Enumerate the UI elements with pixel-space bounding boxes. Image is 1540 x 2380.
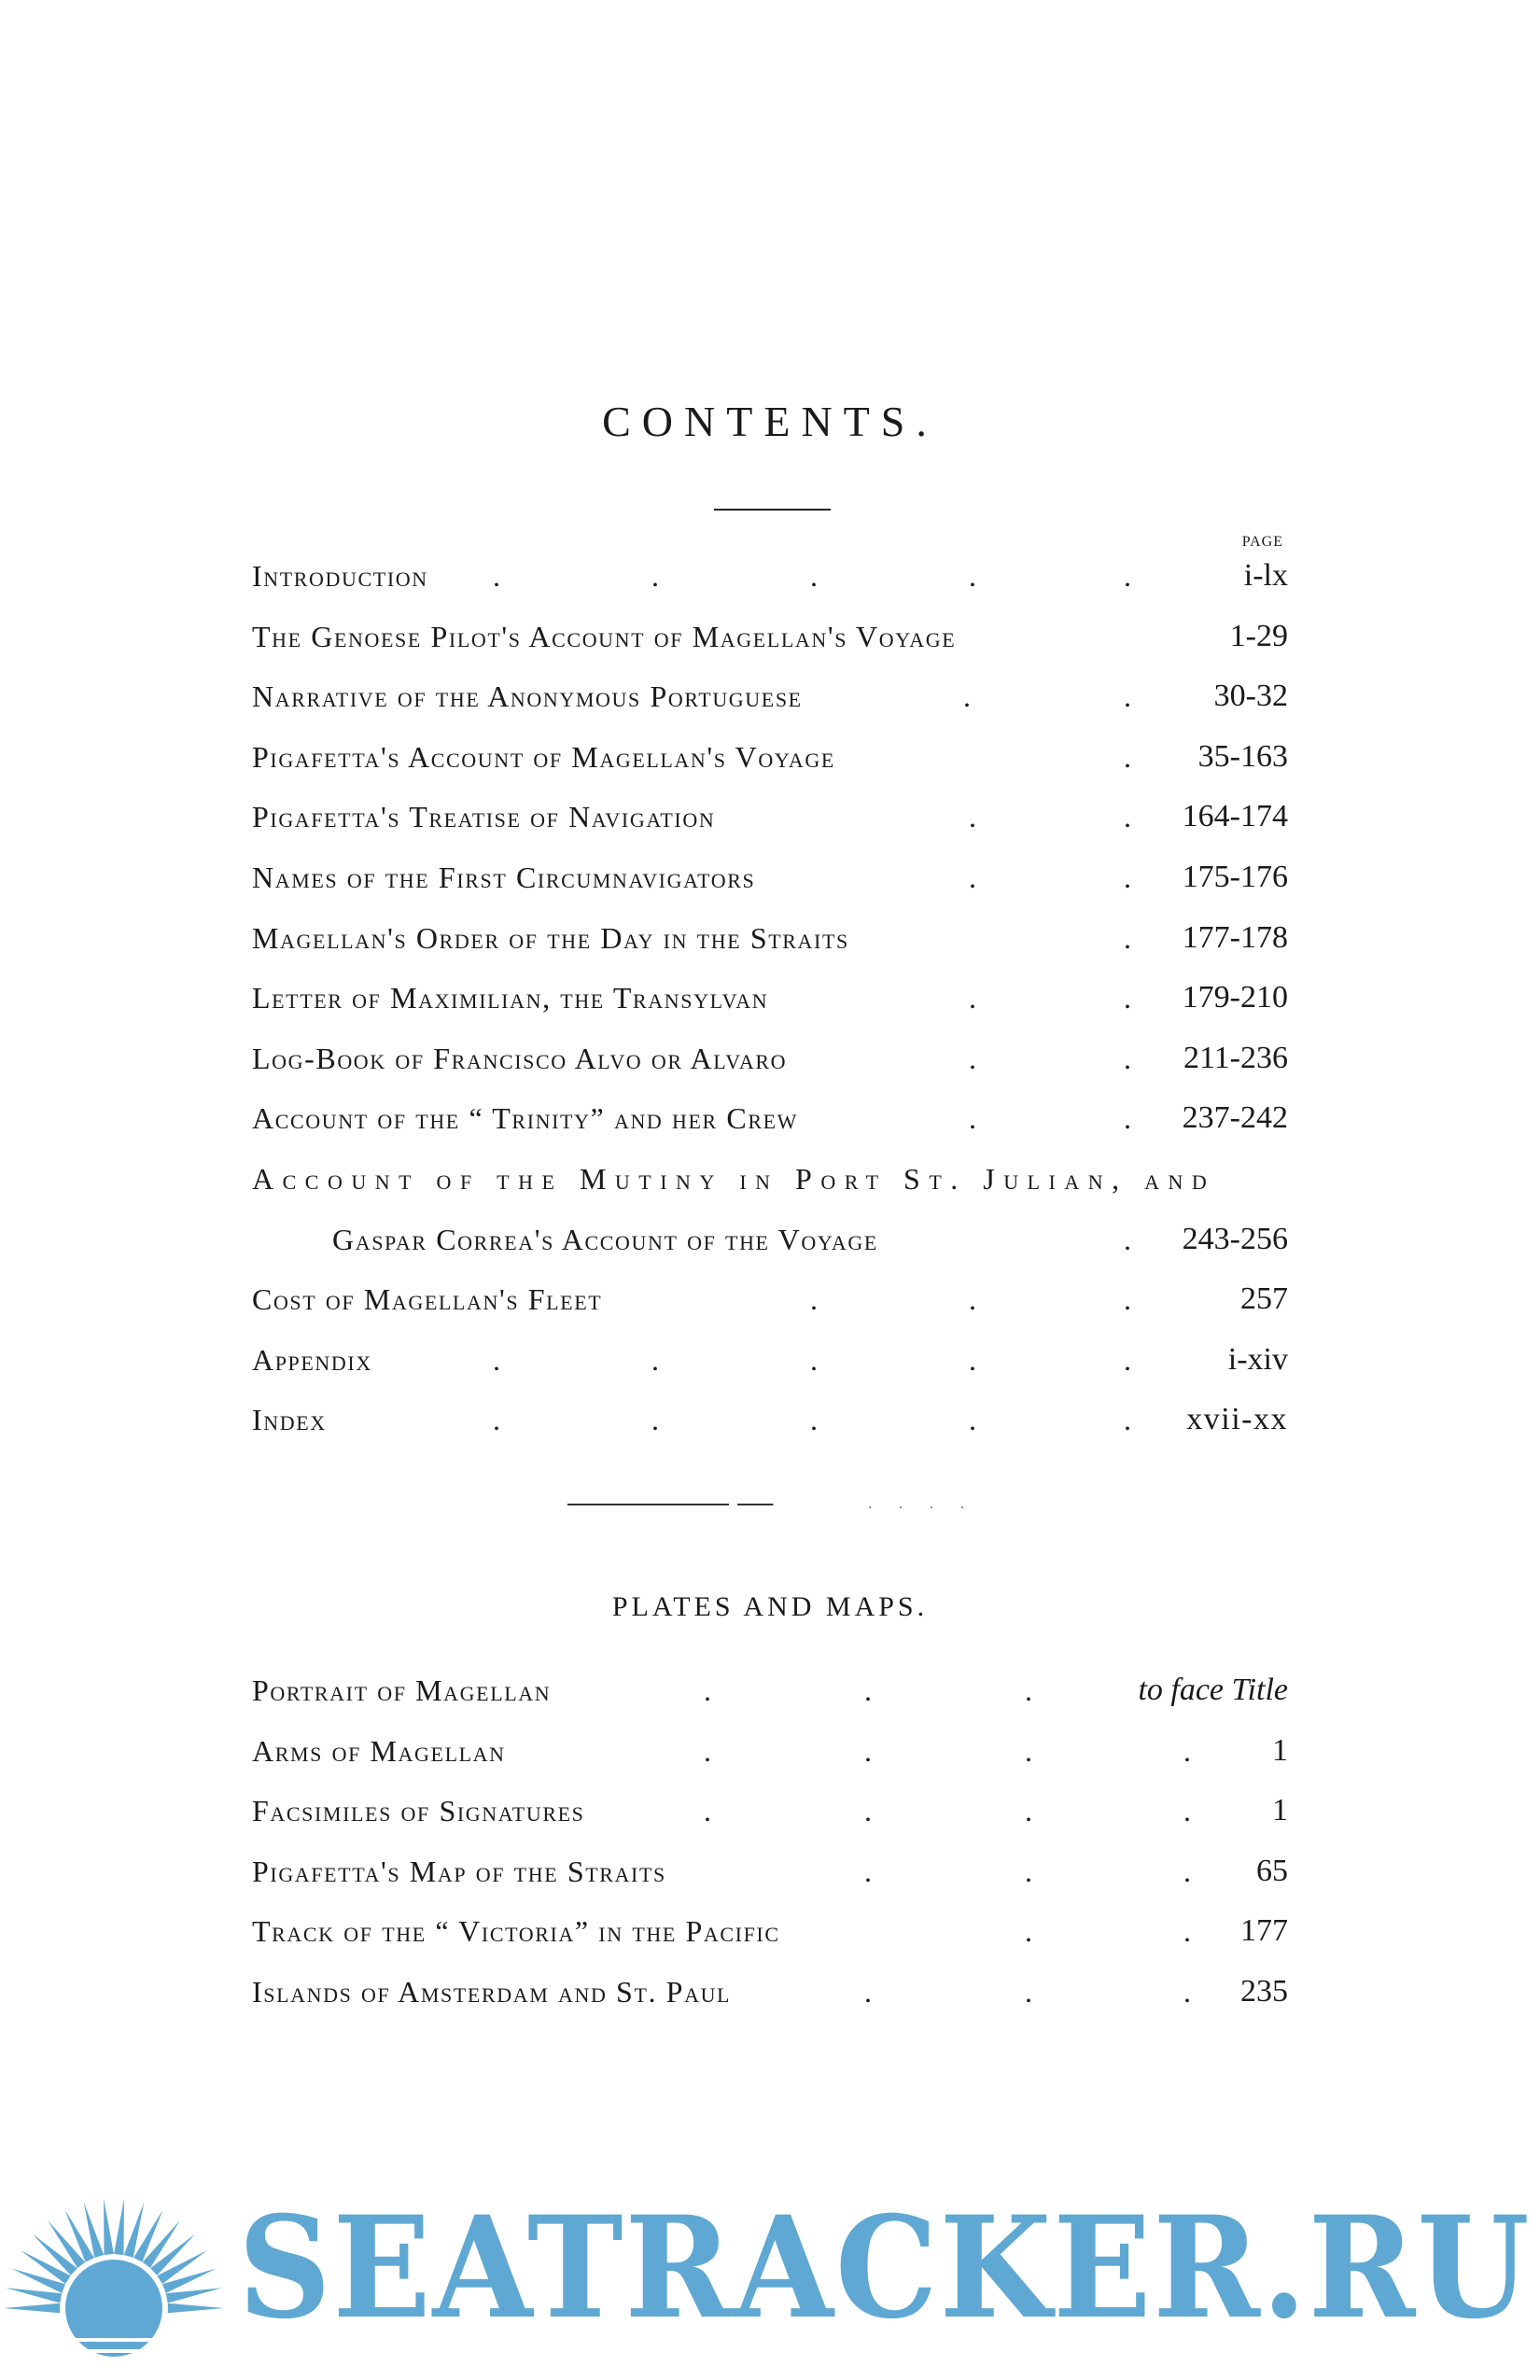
sun-ray [166, 2288, 222, 2303]
leader-dot: . [1025, 1733, 1032, 1768]
contents-list [252, 553, 1288, 1457]
toc-entry[interactable] [252, 1337, 1288, 1397]
plates-title: PLATES AND MAPS. [611, 1591, 929, 1622]
toc-entry-page: 175-176 [1182, 859, 1288, 894]
leader-dot: . [704, 1794, 711, 1828]
leader-dot: . [1124, 1101, 1131, 1136]
leader-dot: . [1124, 1041, 1131, 1075]
leader-dot: . [810, 1282, 818, 1317]
leader-dot: . [864, 1854, 872, 1888]
title-rule [714, 509, 831, 511]
leader-dot: . [810, 559, 818, 593]
leader-dot: . [1124, 981, 1131, 1015]
toc-entry-page: xvii-xx [1186, 1402, 1288, 1437]
toc-entry-label: Log-Book of Francisco Alvo or Alvaro [252, 1041, 788, 1075]
toc-entry-page: 1-29 [1229, 618, 1288, 653]
leader-dot: . [969, 1101, 976, 1136]
toc-entry[interactable] [252, 734, 1288, 794]
leader-dot: . [1183, 1794, 1191, 1828]
toc-entry-label: Index [252, 1403, 327, 1437]
leader-dot: . [651, 1403, 659, 1437]
toc-entry-label: Account of the “ Trinity” and her Crew [252, 1101, 799, 1136]
plate-entry-label: Portrait of Magellan [252, 1673, 552, 1707]
leader-dot: . [1025, 1974, 1032, 2009]
plate-entry[interactable] [252, 1848, 1288, 1909]
toc-entry-page: 35-163 [1197, 738, 1288, 774]
plates-list [252, 1667, 1288, 2029]
toc-entry-label: Pigafetta's Account of Magellan's Voyage [252, 739, 835, 774]
toc-entry[interactable] [252, 1396, 1288, 1457]
leader-dot: . [969, 981, 976, 1015]
toc-entry-page: 30-32 [1213, 679, 1288, 714]
leader-dot: . [493, 559, 500, 593]
leader-dot: . [704, 1733, 711, 1768]
leader-dot: . [1183, 1974, 1191, 2009]
leader-dot: . [810, 1403, 818, 1437]
leader-dot: . [969, 559, 976, 593]
toc-entry-page: 179-210 [1182, 980, 1288, 1015]
leader-dot: . [1025, 1673, 1032, 1707]
leader-dot: . [1124, 1403, 1131, 1437]
toc-entry[interactable] [252, 1155, 1288, 1216]
toc-entry[interactable] [252, 1276, 1288, 1337]
leader-dot: . [493, 1342, 500, 1377]
leader-dot: . [969, 1041, 976, 1075]
plate-entry[interactable] [252, 1667, 1288, 1728]
leader-dot: . [1124, 559, 1131, 593]
plate-entry-page: 65 [1256, 1853, 1288, 1888]
page-column-header: PAGE [1241, 534, 1283, 550]
toc-entry-page: 243-256 [1182, 1221, 1288, 1256]
toc-entry-page: 211-236 [1183, 1040, 1288, 1075]
toc-entry-page: 257 [1240, 1281, 1288, 1317]
section-divider-dots: · · · · [868, 1501, 976, 1516]
leader-dot: . [1124, 679, 1131, 714]
plate-entry-label: Track of the “ Victoria” in the Pacific [252, 1914, 780, 1949]
toc-entry-label: Introduction [252, 559, 428, 593]
leader-dot: . [651, 559, 659, 593]
leader-dot: . [969, 800, 976, 834]
watermark-text: SEATRACKER.RU [238, 2186, 1532, 2350]
leader-dot: . [864, 1733, 872, 1768]
leader-dot: . [1183, 1733, 1191, 1768]
toc-entry-label: The Genoese Pilot's Account of Magellan's Voyage [252, 619, 957, 653]
toc-entry-label: Names of the First Circumnavigators [252, 860, 756, 894]
leader-dot: . [1124, 920, 1131, 955]
plate-entry-label: Facsimiles of Signatures [252, 1794, 585, 1828]
leader-dot: . [1124, 860, 1131, 894]
plate-entry-page: 1 [1272, 1793, 1288, 1828]
leader-dot: . [963, 679, 971, 714]
plate-entry-page: 177 [1240, 1913, 1288, 1949]
leader-dot: . [493, 1403, 500, 1437]
sun-ray [4, 2303, 60, 2313]
leader-dot: . [969, 1403, 976, 1437]
leader-dot: . [1183, 1914, 1191, 1949]
plate-entry[interactable] [252, 1968, 1288, 2029]
leader-dot: . [1124, 1222, 1131, 1256]
leader-dot: . [1124, 1282, 1131, 1317]
toc-entry[interactable] [252, 1216, 1288, 1277]
leader-dot: . [1124, 800, 1131, 834]
sun-ray [6, 2288, 62, 2303]
sun-ray [104, 2199, 114, 2256]
leader-dot: . [704, 1673, 711, 1707]
toc-entry[interactable] [252, 854, 1288, 915]
toc-entry[interactable] [252, 613, 1288, 674]
leader-dot: . [651, 1342, 659, 1377]
toc-entry[interactable] [252, 915, 1288, 975]
toc-entry-label: Cost of Magellan's Fleet [252, 1282, 603, 1317]
toc-entry-label: Gaspar Correa's Account of the Voyage [332, 1222, 878, 1256]
plate-entry[interactable] [252, 1728, 1288, 1788]
plate-entry-label: Pigafetta's Map of the Straits [252, 1854, 666, 1888]
toc-entry-page: i-lx [1243, 558, 1288, 593]
toc-entry-label: Narrative of the Anonymous Portuguese [252, 679, 803, 714]
toc-entry-page: 237-242 [1182, 1100, 1288, 1136]
plate-entry-page: 1 [1272, 1732, 1288, 1768]
leader-dot: . [969, 1342, 976, 1377]
sun-ray [114, 2199, 124, 2256]
toc-entry[interactable] [252, 1095, 1288, 1155]
toc-entry[interactable] [252, 553, 1288, 613]
plate-entry[interactable] [252, 1787, 1288, 1848]
leader-dot: . [1124, 739, 1131, 774]
toc-entry-page: 164-174 [1182, 799, 1288, 834]
leader-dot: . [1025, 1914, 1032, 1949]
toc-entry[interactable] [252, 673, 1288, 734]
plate-entry-page: 235 [1240, 1973, 1288, 2009]
plate-entry-page: to face Title [1138, 1673, 1288, 1707]
leader-dot: . [864, 1974, 872, 2009]
plate-entry[interactable] [252, 1908, 1288, 1968]
toc-entry[interactable] [252, 1035, 1288, 1096]
plate-entry-label: Arms of Magellan [252, 1733, 506, 1768]
leader-dot: . [1183, 1854, 1191, 1888]
toc-entry-label: Letter of Maximilian, the Transylvan [252, 981, 769, 1015]
sun-ray [168, 2303, 224, 2313]
toc-entry-page: 177-178 [1182, 919, 1288, 955]
leader-dot: . [969, 860, 976, 894]
contents-title: CONTENTS. [602, 398, 938, 445]
leader-dot: . [810, 1342, 818, 1377]
toc-entry-page: i-xiv [1227, 1341, 1288, 1377]
toc-entry[interactable] [252, 793, 1288, 854]
section-divider [567, 1504, 846, 1505]
leader-dot: . [864, 1794, 872, 1828]
leader-dot: . [969, 1282, 976, 1317]
leader-dot: . [1025, 1794, 1032, 1828]
plate-entry-label: Islands of Amsterdam and St. Paul [252, 1974, 732, 2009]
toc-entry[interactable] [252, 974, 1288, 1035]
toc-entry-label: Pigafetta's Treatise of Navigation [252, 800, 716, 834]
leader-dot: . [864, 1673, 872, 1707]
toc-entry-label: Appendix [252, 1342, 372, 1377]
toc-entry-label: Magellan's Order of the Day in the Straits [252, 920, 849, 955]
toc-entry-label: Account of the Mutiny in Port St. Julian, and [252, 1161, 1216, 1196]
leader-dot: . [1124, 1342, 1131, 1377]
sun-icon [0, 2151, 229, 2380]
leader-dot: . [1025, 1854, 1032, 1888]
